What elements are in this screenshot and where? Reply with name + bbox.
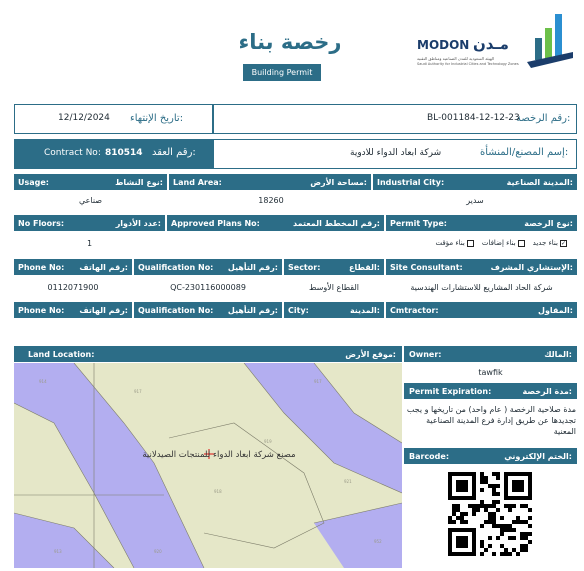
option-temporary: بناء مؤقت bbox=[435, 239, 465, 247]
activity-label-en: Usage: bbox=[18, 177, 50, 187]
logo-subtitle-ar: الهيئة السعودية للمدن الصناعية ومناطق التقنية bbox=[417, 56, 495, 61]
page-title-en: Building Permit bbox=[243, 64, 321, 81]
land-map[interactable] bbox=[14, 363, 402, 568]
area-label-en: Land Area: bbox=[173, 177, 222, 187]
floors-value: 1 bbox=[86, 238, 93, 248]
owner-value: tawfik bbox=[478, 367, 503, 377]
contractor-qual-label-ar: رقم التأهيل: bbox=[227, 305, 278, 315]
expiry-box bbox=[14, 104, 213, 134]
sector-value: القطاع الأوسط bbox=[309, 282, 359, 292]
city-value: سدير bbox=[466, 195, 484, 205]
row1-header bbox=[14, 174, 577, 190]
location-header bbox=[14, 346, 402, 362]
svg-text:918: 918 bbox=[214, 489, 222, 494]
phone-label-en: Phone No: bbox=[18, 262, 65, 272]
phone-label-ar: رقم الهاتف: bbox=[79, 262, 128, 272]
modon-logo bbox=[415, 8, 575, 74]
expiry-label: تاريخ الإنتهاء: bbox=[130, 113, 184, 124]
qual-label-en: Qualification No: bbox=[138, 262, 214, 272]
city-label-en: Industrial City: bbox=[377, 177, 445, 187]
plans-label-en: Approved Plans No: bbox=[171, 218, 260, 228]
modon-logo-mark bbox=[525, 8, 575, 70]
phone-value: 0112071900 bbox=[47, 282, 99, 292]
contractor-city-label-ar: المدينة: bbox=[349, 305, 380, 315]
barcode-header bbox=[404, 448, 577, 464]
contract-value: 810514 bbox=[105, 148, 143, 158]
svg-text:914: 914 bbox=[39, 379, 47, 384]
contractor-label-en: Cmtractor: bbox=[390, 305, 439, 315]
permit-type-options bbox=[386, 236, 577, 250]
contract-label-en: Contract No: bbox=[44, 148, 101, 158]
city-label-ar: المدينة الصناعية: bbox=[506, 177, 573, 187]
logo-subtitle-en: Saudi Authority for Industrial Cities and Technology Zones bbox=[417, 62, 519, 66]
svg-text:917: 917 bbox=[134, 389, 142, 394]
qr-code-icon bbox=[448, 472, 532, 556]
contractor-city-label-en: City: bbox=[288, 305, 309, 315]
checkbox-new-build[interactable]: ✓ bbox=[560, 239, 566, 247]
owner-header bbox=[404, 346, 577, 362]
consultant-label-en: Site Consultant: bbox=[390, 262, 463, 272]
page-title-ar: رخصة بناء bbox=[238, 30, 342, 54]
checkbox-temporary[interactable] bbox=[467, 240, 474, 247]
svg-text:952: 952 bbox=[374, 539, 382, 544]
location-label-ar: موقع الأرض: bbox=[345, 349, 396, 359]
expiration-text: مدة صلاحية الرخصة ( عام واحد) من تاريخها و يجب تجديدها عن طريق إدارة فرع المدينة الصناعية المعنية bbox=[406, 405, 576, 436]
svg-text:919: 919 bbox=[264, 439, 272, 444]
qual-label-ar: رقم التأهيل: bbox=[227, 262, 278, 272]
area-label-ar: مساحة الأرض: bbox=[310, 177, 367, 187]
floors-label-ar: عدد الأدوار: bbox=[115, 218, 161, 228]
sector-label-en: Sector: bbox=[288, 262, 321, 272]
contract-label-ar: رقم العقد: bbox=[152, 147, 196, 158]
map-drawing bbox=[14, 363, 402, 568]
consultant-value: شركة الحاد المشاريع للاستشارات الهندسية bbox=[410, 282, 553, 292]
license-label: رقم الرخصة: bbox=[516, 113, 571, 124]
contractor-phone-label-ar: رقم الهاتف: bbox=[79, 305, 128, 315]
expiry-value: 12/12/2024 bbox=[58, 113, 110, 123]
barcode-label-ar: الختم الإلكتروني: bbox=[504, 451, 572, 461]
activity-label-ar: نوع النشاط: bbox=[115, 177, 163, 187]
consultant-label-ar: الإستشاري المشرف: bbox=[490, 262, 573, 272]
option-new-build: بناء جديد bbox=[532, 239, 558, 247]
qual-value: QC-230116000089 bbox=[170, 282, 246, 292]
area-value: 18260 bbox=[258, 195, 284, 205]
activity-value: صناعي bbox=[78, 195, 103, 205]
location-label-en: Land Location: bbox=[28, 349, 95, 359]
permit-type-label-en: Permit Type: bbox=[390, 218, 447, 228]
license-value: BL-001184-12-12-23 bbox=[427, 113, 520, 123]
owner-label-en: Owner: bbox=[409, 349, 442, 359]
row2-header bbox=[14, 215, 577, 231]
svg-text:913: 913 bbox=[54, 549, 62, 554]
expiration-header bbox=[404, 383, 577, 399]
permit-type-label-ar: نوع الرخصة: bbox=[524, 218, 573, 228]
map-label: مصنع شركة ابعاد الدواء للمنتجات الصيدلانية bbox=[142, 450, 296, 460]
sector-label-ar: القطاع: bbox=[349, 262, 380, 272]
factory-value: شركة ابعاد الدواء للادوية bbox=[350, 148, 442, 158]
floors-label-en: No Floors: bbox=[18, 218, 65, 228]
logo-text-en: MODON bbox=[417, 38, 470, 52]
contractor-label-ar: المقاول: bbox=[538, 305, 573, 315]
svg-text:917: 917 bbox=[314, 379, 322, 384]
svg-text:920: 920 bbox=[154, 549, 162, 554]
logo-text-ar: مـدن bbox=[473, 35, 509, 53]
expiration-label-ar: مدة الرخصة: bbox=[522, 386, 572, 396]
factory-label: إسم المصنع/المنشأة: bbox=[480, 147, 569, 158]
option-additions: بناء إضافات bbox=[481, 239, 516, 247]
owner-label-ar: المالك: bbox=[544, 349, 572, 359]
svg-text:921: 921 bbox=[344, 479, 352, 484]
plans-value bbox=[167, 236, 384, 250]
barcode-label-en: Barcode: bbox=[409, 451, 450, 461]
checkbox-additions[interactable] bbox=[518, 240, 525, 247]
plans-label-ar: رقم المخطط المعتمد: bbox=[293, 218, 380, 228]
expiration-label-en: Permit Expiration: bbox=[409, 386, 492, 396]
contractor-phone-label-en: Phone No: bbox=[18, 305, 65, 315]
row4-header bbox=[14, 302, 577, 318]
qr-code bbox=[448, 472, 532, 556]
row3-header bbox=[14, 259, 577, 275]
contractor-qual-label-en: Qualification No: bbox=[138, 305, 214, 315]
